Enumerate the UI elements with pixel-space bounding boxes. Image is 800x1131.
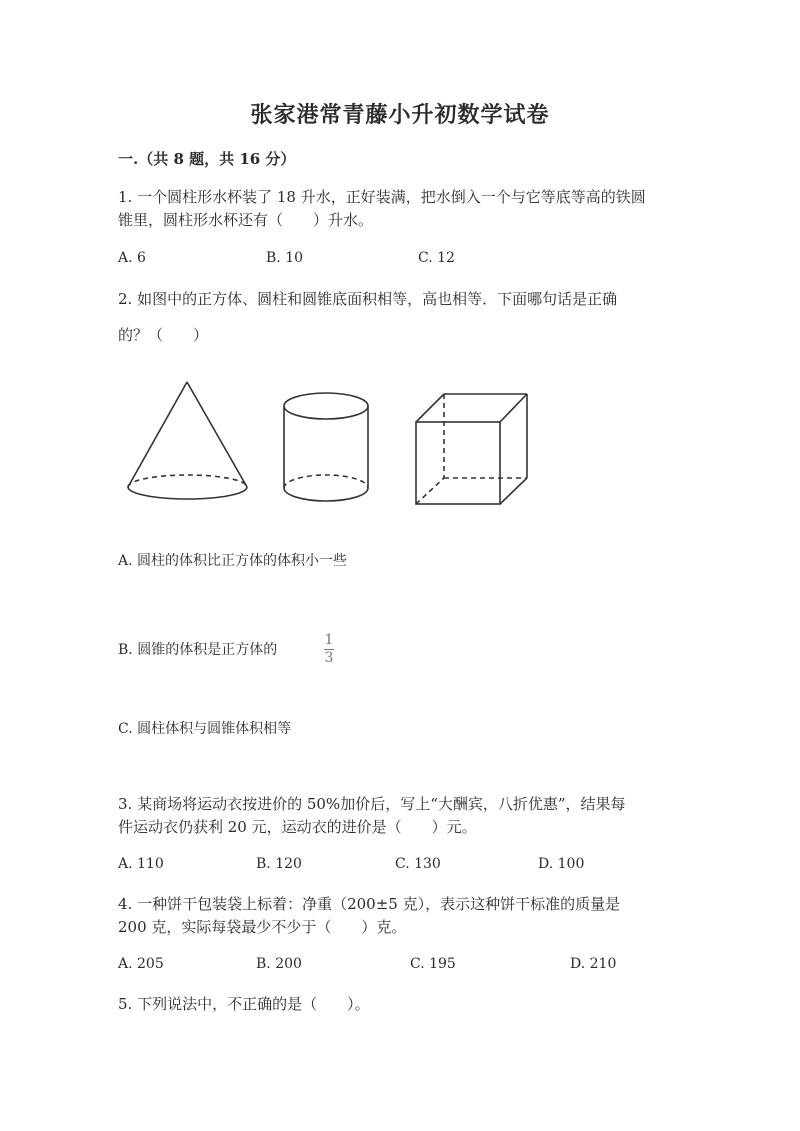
question-3-option-d: D. 100: [538, 856, 585, 872]
question-3-option-c: C. 130: [395, 856, 441, 872]
question-5-text-line1: 5. 下列说法中，不正确的是（ ）。: [118, 995, 370, 1013]
question-4-option-d: D. 210: [570, 956, 617, 972]
question-3-option-a: A. 110: [118, 856, 164, 872]
question-4-option-b: B. 200: [256, 956, 302, 972]
question-3-option-b: B. 120: [256, 856, 302, 872]
question-1-option-b: B. 10: [266, 250, 304, 266]
question-2-option-a: A. 圆柱的体积比正方体的体积小一些: [118, 553, 348, 569]
question-2-text-line2: 的？（ ）: [118, 326, 209, 344]
page-title: 张家港常青藤小升初数学试卷: [250, 102, 550, 128]
section-heading: 一.（共 8 题，共 16 分）: [118, 150, 296, 168]
question-1-option-c: C. 12: [418, 250, 455, 266]
question-3-text-line2: 件运动衣仍获利 20 元，运动衣的进价是（ ）元。: [118, 818, 477, 836]
question-1-text-line2: 锥里，圆柱形水杯还有（ ）升水。: [118, 211, 374, 229]
question-4-option-c: C. 195: [410, 956, 456, 972]
question-1-option-a: A. 6: [118, 250, 146, 266]
question-4-option-a: A. 205: [118, 956, 164, 972]
cylinder-icon: [276, 384, 376, 510]
fraction-numerator: 1: [324, 632, 334, 648]
question-4-text-line1: 4. 一种饼干包装袋上标着：净重（200±5 克），表示这种饼干标准的质量是: [118, 895, 621, 913]
question-2-text-line1: 2. 如图中的正方体、圆柱和圆锥底面积相等，高也相等．下面哪句话是正确: [118, 290, 618, 308]
question-4-text-line2: 200 克，实际每袋最少不少于（ ）克。: [118, 918, 407, 936]
question-2-option-c: C. 圆柱体积与圆锥体积相等: [118, 721, 292, 737]
question-3-text-line1: 3. 某商场将运动衣按进价的 50%加价后，写上“大酬宾，八折优惠”，结果每: [118, 795, 626, 813]
cube-icon: [410, 388, 534, 512]
question-1-text-line1: 1. 一个圆柱形水杯装了 18 升水，正好装满，把水倒入一个与它等底等高的铁圆: [118, 188, 646, 206]
fraction-one-third: [322, 633, 336, 666]
question-2-option-b: B. 圆锥的体积是正方体的: [118, 642, 278, 658]
cone-icon: [120, 376, 255, 506]
fraction-denominator: 3: [324, 650, 334, 666]
